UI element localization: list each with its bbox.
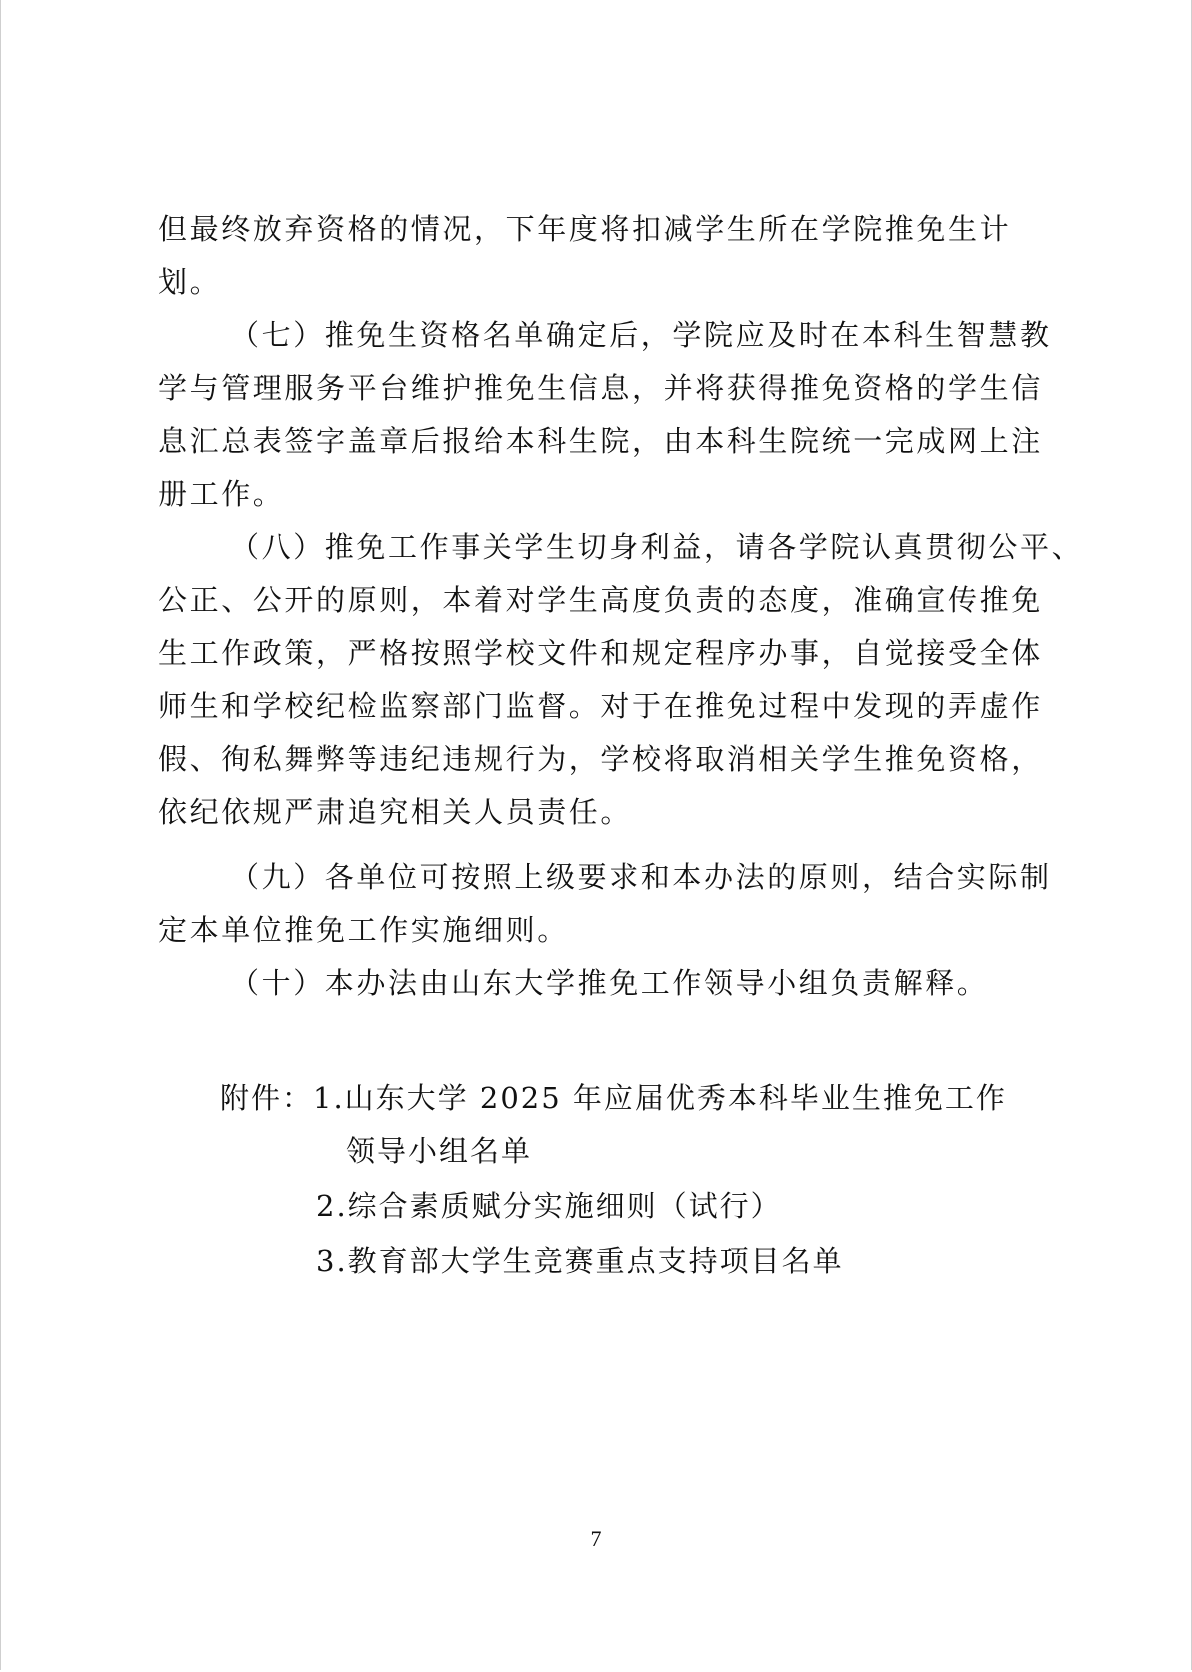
- attachment-item-1-continuation: 领导小组名单: [346, 1134, 533, 1168]
- paragraph-line: 册工作。: [158, 477, 285, 511]
- paragraph-line: 息汇总表签字盖章后报给本科生院，由本科生院统一完成网上注: [158, 424, 1043, 458]
- paragraph-line: 生工作政策，严格按照学校文件和规定程序办事，自觉接受全体: [158, 636, 1043, 670]
- paragraph-line: 但最终放弃资格的情况，下年度将扣减学生所在学院推免生计: [158, 212, 1012, 246]
- paragraph-line: 依纪依规严肃追究相关人员责任。: [158, 795, 633, 829]
- paragraph-line: （九）各单位可按照上级要求和本办法的原则，结合实际制: [230, 860, 1052, 894]
- attachment-item-2: 2.综合素质赋分实施细则（试行）: [316, 1189, 782, 1223]
- attachment-item-1: 附件：1.山东大学 2025 年应届优秀本科毕业生推免工作: [220, 1081, 1007, 1115]
- attachment-item-3: 3.教育部大学生竞赛重点支持项目名单: [316, 1244, 844, 1278]
- paragraph-line: 划。: [158, 265, 222, 299]
- paragraph-line: （八）推免工作事关学生切身利益，请各学院认真贯彻公平、: [230, 530, 1084, 564]
- paragraph-line: 假、徇私舞弊等违纪违规行为，学校将取消相关学生推免资格，: [158, 742, 1043, 776]
- paragraph-line: 学与管理服务平台维护推免生信息，并将获得推免资格的学生信: [158, 371, 1043, 405]
- paragraph-line: （七）推免生资格名单确定后，学院应及时在本科生智慧教: [230, 318, 1052, 352]
- paragraph-line: 公正、公开的原则，本着对学生高度负责的态度，准确宣传推免: [158, 583, 1043, 617]
- page-number: 7: [590, 1526, 602, 1551]
- paragraph-line: 师生和学校纪检监察部门监督。对于在推免过程中发现的弄虚作: [158, 689, 1043, 723]
- paragraph-line: （十）本办法由山东大学推免工作领导小组负责解释。: [230, 966, 989, 1000]
- paragraph-line: 定本单位推免工作实施细则。: [158, 913, 569, 947]
